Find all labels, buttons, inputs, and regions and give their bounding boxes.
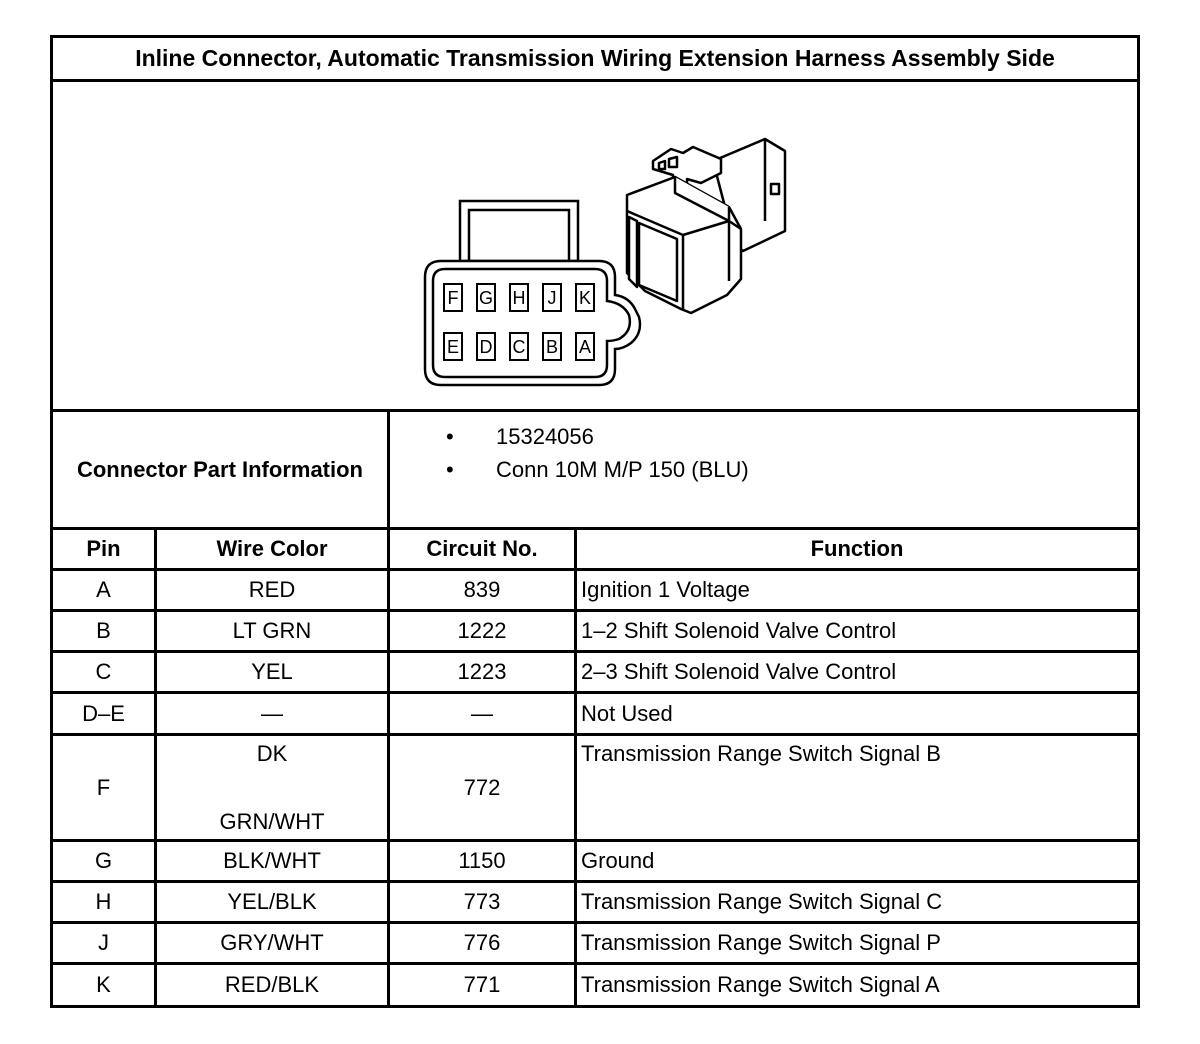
cell-pin: A	[96, 577, 111, 602]
cell-function: Transmission Range Switch Signal C	[581, 889, 943, 914]
cell-circuit: 1222	[457, 618, 507, 643]
pin-label-bottom-0: E	[446, 337, 460, 357]
pin-label-bottom-3: B	[545, 337, 559, 357]
connector-isometric-view	[627, 139, 785, 313]
header-circuit: Circuit No.	[426, 536, 538, 561]
pin-label-top-0: F	[447, 288, 459, 308]
cell-wire-color: GRY/WHT	[220, 930, 324, 955]
cell-function: Transmission Range Switch Signal A	[581, 972, 940, 997]
cell-circuit: 776	[463, 930, 501, 955]
cell-function: Not Used	[581, 700, 673, 726]
cell-wire-color: RED	[248, 577, 296, 602]
cell-wire-color: YEL	[251, 659, 293, 684]
header-wire-color: Wire Color	[216, 536, 328, 561]
cell-pin: C	[95, 659, 112, 684]
bullet-dot-1: •	[446, 457, 454, 482]
cell-pin: B	[96, 618, 111, 643]
cell-wire-color: RED/BLK	[224, 972, 320, 997]
pin-label-bottom-2: C	[512, 337, 526, 357]
header-pin: Pin	[86, 536, 121, 561]
cell-wire-color: BLK/WHT	[223, 848, 321, 873]
cell-wire-color: YEL/BLK	[227, 889, 317, 914]
part-number: 15324056	[496, 424, 594, 449]
cell-circuit: 1223	[457, 659, 507, 684]
cell-pin: J	[98, 930, 109, 955]
part-info-vline	[387, 412, 390, 527]
pin-label-top-2: H	[512, 288, 526, 308]
cell-pin: K	[96, 972, 111, 997]
cell-pin: H	[95, 889, 112, 914]
connector-sheet	[50, 35, 1140, 1008]
cell-pin: F	[96, 774, 111, 800]
sheet-title: Inline Connector, Automatic Transmission Wiring Extension Harness Assembly Side	[135, 45, 1055, 71]
row-divider-4	[53, 733, 1137, 736]
cell-wire-color: LT GRN	[232, 618, 312, 643]
cell-circuit: 1150	[458, 848, 506, 873]
pin-label-bottom-4: A	[578, 337, 592, 357]
header-function: Function	[810, 536, 904, 561]
cell-wire-color-line1: DK	[256, 741, 288, 766]
cell-function: 1–2 Shift Solenoid Valve Control	[581, 618, 897, 643]
bullet-dot-0: •	[446, 424, 454, 449]
cell-wire-color: —	[261, 700, 283, 726]
cell-circuit: 839	[463, 577, 501, 602]
cell-pin: G	[94, 848, 113, 873]
cell-circuit: —	[471, 700, 493, 726]
cell-circuit: 771	[463, 972, 501, 997]
pin-label-top-3: J	[547, 288, 557, 308]
part-info-label: Connector Part Information	[76, 456, 363, 482]
connector-description: Conn 10M M/P 150 (BLU)	[496, 457, 749, 482]
connector-diagram	[53, 81, 1137, 409]
pin-label-top-4: K	[578, 288, 592, 308]
cell-function: Ignition 1 Voltage	[581, 577, 750, 602]
cell-pin: D–E	[82, 700, 125, 726]
cell-wire-color-line2: GRN/WHT	[219, 809, 325, 834]
pin-label-top-1: G	[478, 288, 494, 308]
cell-function: Transmission Range Switch Signal B	[581, 741, 941, 766]
cell-function: Transmission Range Switch Signal P	[581, 930, 941, 955]
pin-label-bottom-1: D	[479, 337, 493, 357]
cell-function: 2–3 Shift Solenoid Valve Control	[581, 659, 897, 684]
cell-function: Ground	[581, 848, 655, 873]
cell-circuit: 773	[463, 889, 501, 914]
cell-circuit: 772	[463, 774, 501, 800]
